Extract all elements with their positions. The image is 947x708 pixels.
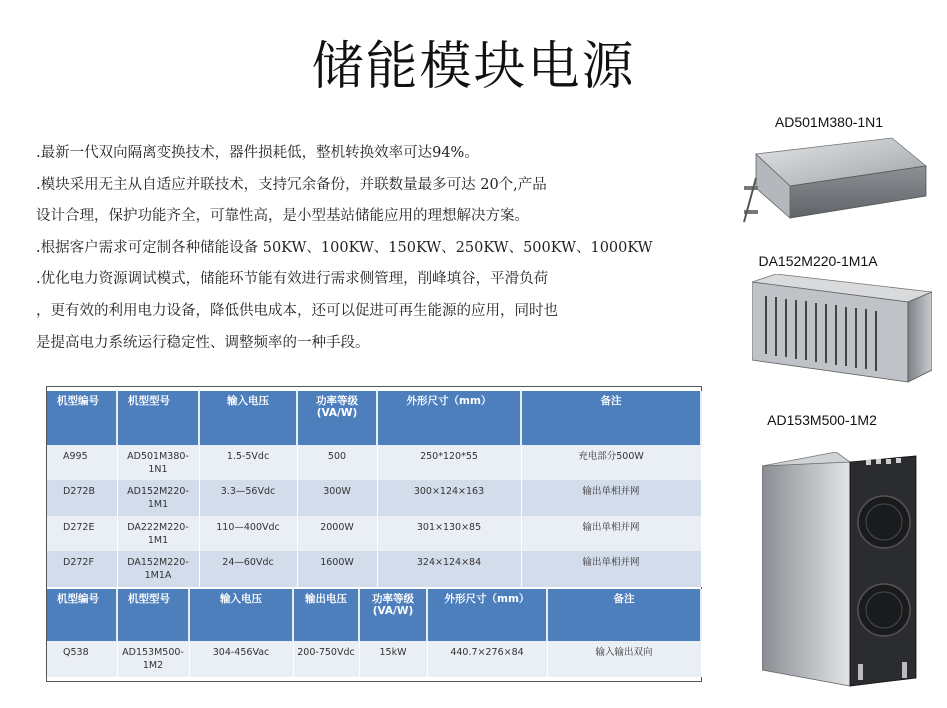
cell: 250*120*55 — [377, 445, 521, 480]
cell: 3.3—56Vdc — [199, 480, 297, 516]
col-header: 机型型号 — [117, 391, 199, 445]
cell: AD501M380-1N1 — [117, 445, 199, 480]
product-label-3: AD153M500-1M2 — [767, 412, 877, 428]
cell: 110—400Vdc — [199, 516, 297, 551]
cell: 200-750Vdc — [293, 641, 359, 677]
table-row — [47, 480, 701, 516]
desc-line: .模块采用无主从自适应并联技术，支持冗余备份，并联数量最多可达 20个,产品 — [36, 176, 547, 193]
product-image-3 — [762, 452, 920, 690]
table-row — [47, 516, 701, 551]
cell: 15kW — [359, 641, 427, 677]
cell: 1600W — [297, 551, 377, 587]
col-header: 机型编号 — [47, 589, 117, 641]
col-header: 功率等级(VA/W) — [297, 391, 377, 445]
col-header: 输出电压 — [293, 589, 359, 641]
page-title: 储能模块电源 — [311, 37, 636, 97]
col-header: 功率等级(VA/W) — [359, 589, 427, 641]
product-label-1: AD501M380-1N1 — [774, 114, 884, 130]
cell: AD153M500-1M2 — [117, 641, 189, 677]
product-label-2: DA152M220-1M1A — [758, 253, 878, 269]
table-row — [47, 551, 701, 587]
cell: 24—60Vdc — [199, 551, 297, 587]
cell: 1.5-5Vdc — [199, 445, 297, 480]
cell: 充电部分500W — [521, 445, 701, 480]
cell: 2000W — [297, 516, 377, 551]
desc-line: ，更有效的利用电力设备，降低供电成本，还可以促进可再生能源的应用，同时也 — [36, 302, 558, 319]
desc-line: 是提高电力系统运行稳定性、调整频率的一种手段。 — [36, 334, 370, 351]
cell: 300W — [297, 480, 377, 516]
desc-line: .根据客户需求可定制各种储能设备 50KW、100KW、150KW、250KW、500KW、1000KW — [36, 239, 653, 256]
cell: Q538 — [47, 641, 117, 677]
cell: D272B — [47, 480, 117, 516]
col-header: 机型编号 — [47, 391, 117, 445]
cell: 324×124×84 — [377, 551, 521, 587]
col-header: 备注 — [521, 391, 701, 445]
product-image-1 — [742, 136, 932, 228]
table-header-row — [47, 589, 701, 641]
cell: AD152M220-1M1 — [117, 480, 199, 516]
desc-line: 设计合理，保护功能齐全，可靠性高，是小型基站储能应用的理想解决方案。 — [36, 208, 529, 225]
spec-table-1 — [47, 391, 702, 587]
cell: 输出单相并网 — [521, 551, 701, 587]
cell: A995 — [47, 445, 117, 480]
cell: DA222M220-1M1 — [117, 516, 199, 551]
table-row — [47, 641, 701, 677]
cell: D272E — [47, 516, 117, 551]
desc-line: .优化电力资源调试模式，储能环节能有效进行需求侧管理，削峰填谷，平滑负荷 — [36, 271, 549, 288]
cell: 输出单相并网 — [521, 516, 701, 551]
cell: 440.7×276×84 — [427, 641, 547, 677]
col-header: 备注 — [547, 589, 701, 641]
cell: 500 — [297, 445, 377, 480]
cell: 输入输出双向 — [547, 641, 701, 677]
cell: 301×130×85 — [377, 516, 521, 551]
table-row — [47, 445, 701, 480]
cell: D272F — [47, 551, 117, 587]
col-header: 输入电压 — [189, 589, 293, 641]
table-header-row — [47, 391, 701, 445]
cell: 300×124×163 — [377, 480, 521, 516]
description-block — [36, 138, 716, 359]
cell: 304-456Vac — [189, 641, 293, 677]
product-image-2 — [752, 274, 932, 384]
cell: 输出单相并网 — [521, 480, 701, 516]
spec-table-2 — [47, 589, 702, 677]
col-header: 机型型号 — [117, 589, 189, 641]
desc-line: .最新一代双向隔离变换技术，器件损耗低，整机转换效率可达94%。 — [36, 145, 479, 161]
col-header: 外形尺寸（mm） — [377, 391, 521, 445]
cell: DA152M220-1M1A — [117, 551, 199, 587]
col-header: 外形尺寸（mm） — [427, 589, 547, 641]
col-header: 输入电压 — [199, 391, 297, 445]
